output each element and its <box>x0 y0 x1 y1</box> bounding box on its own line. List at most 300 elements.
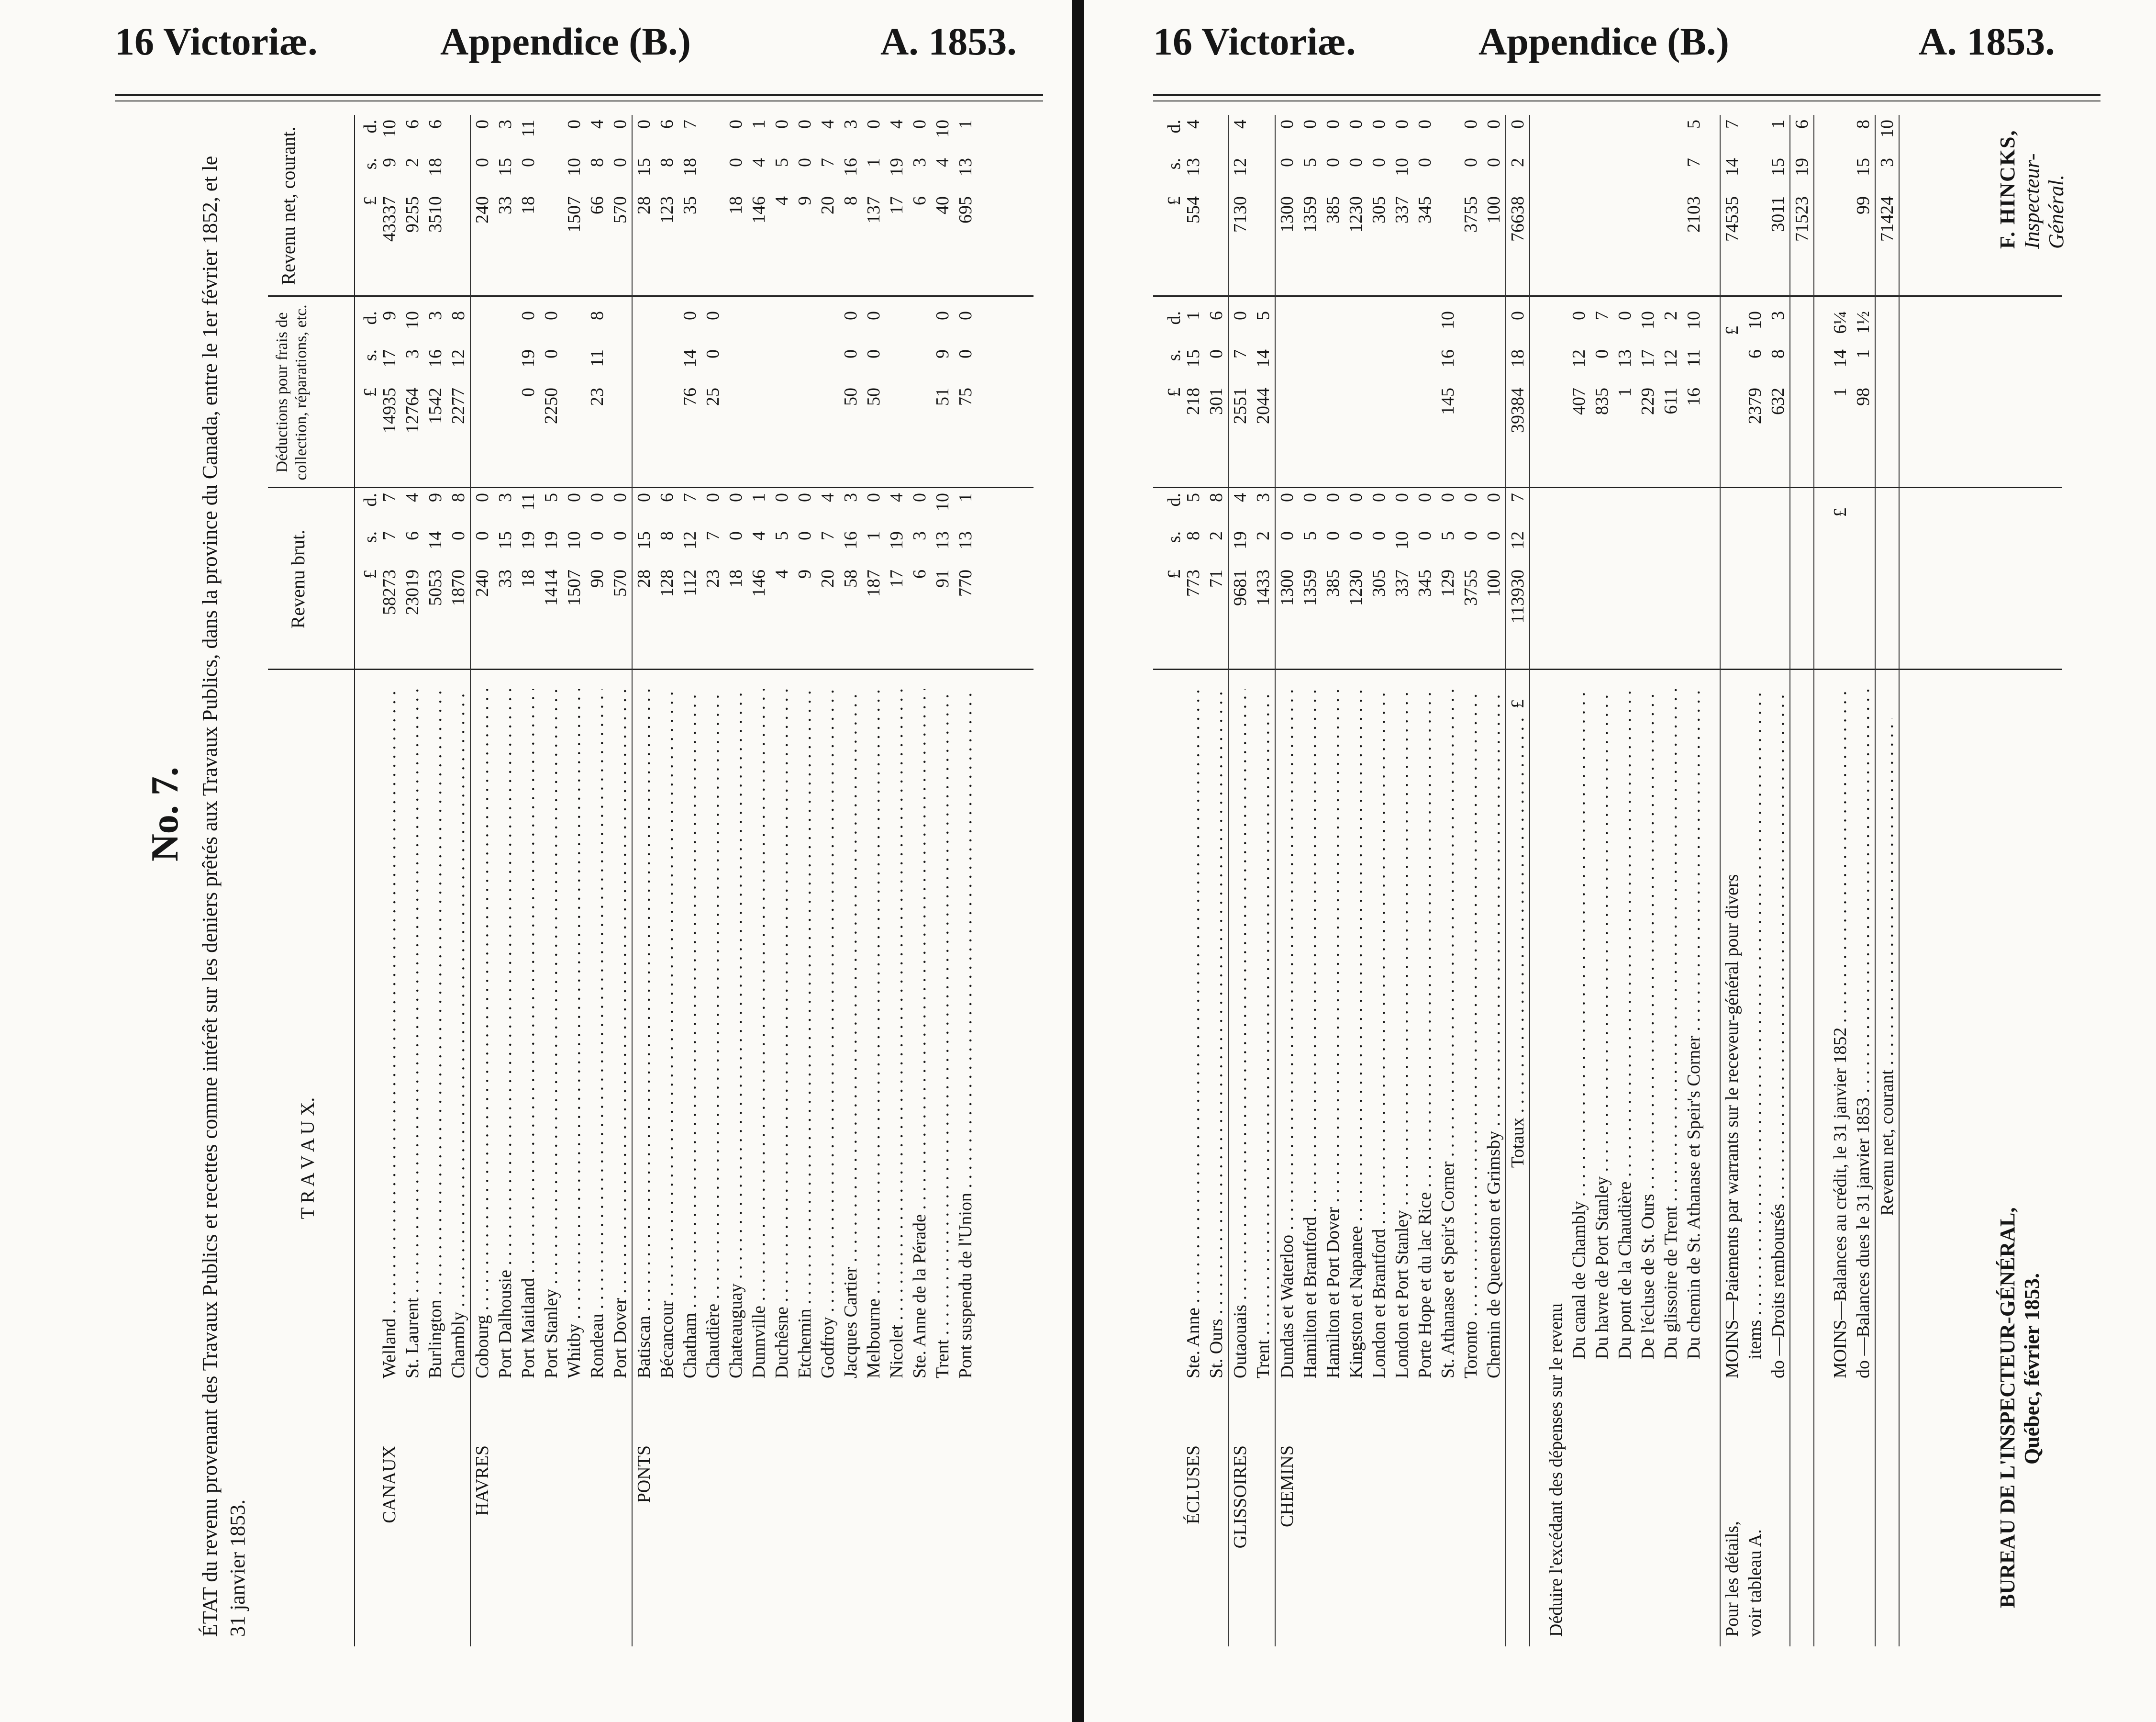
net-d: 0 <box>795 120 815 129</box>
net-d: 0 <box>472 120 492 129</box>
net-l: 337 <box>1392 196 1412 224</box>
after-l: 71523 <box>1792 196 1812 242</box>
brut-s: 6 <box>402 531 422 540</box>
net-l: 305 <box>1369 196 1389 224</box>
year: A. 1853. <box>1919 20 2055 63</box>
net-l: 1230 <box>1346 196 1366 233</box>
table-row <box>1345 115 1367 1646</box>
details-row-1 <box>1721 115 1744 1646</box>
table-row <box>424 115 447 1646</box>
brut-s: 1 <box>864 531 884 540</box>
ded-d: 1 <box>1183 311 1203 320</box>
brut-d: 0 <box>1300 493 1320 502</box>
work-name: Dunnville . . . <box>747 689 770 1378</box>
work-name: Rondeau . . . <box>586 689 609 1378</box>
table-row <box>885 115 908 1646</box>
brut-d: 0 <box>1461 493 1481 502</box>
brut-d: 0 <box>1415 493 1435 502</box>
net-d: 4 <box>587 120 607 129</box>
net-l: 123 <box>657 196 677 224</box>
table-row <box>678 115 701 1646</box>
brut-s: 13 <box>956 531 976 549</box>
ded-s: 16 <box>425 349 445 368</box>
net-d: 6 <box>657 120 677 129</box>
v-l: 611 <box>1661 388 1681 414</box>
ded-d: 0 <box>956 311 976 320</box>
appendix: Appendice (B.) <box>1478 20 1729 63</box>
brut-d: 5 <box>541 493 561 502</box>
group-label: GLISSOIRES <box>1230 1445 1250 1549</box>
net-d: 5 <box>1684 120 1704 129</box>
net-d: 0 <box>1300 120 1320 129</box>
units-row: £ s. d. £ s. d. £ s. d. <box>1164 120 1184 579</box>
v1-l: 1 <box>1830 388 1850 397</box>
total-l: 3011 <box>1768 196 1788 232</box>
table-row <box>540 115 563 1646</box>
table-row <box>1252 115 1276 1646</box>
col-deductions: Déductions pour frais de collection, réparations, etc. <box>273 304 310 481</box>
net-s: 18 <box>425 158 445 176</box>
ded-d: 0 <box>680 311 700 320</box>
ded-d: 0 <box>703 311 723 320</box>
total-l: 99 <box>1853 196 1873 214</box>
brut-d: 0 <box>1484 493 1504 502</box>
v1-s: 14 <box>1830 349 1850 368</box>
brut-d: 1 <box>749 493 769 502</box>
ded-l: 50 <box>864 388 884 406</box>
table-row <box>1413 115 1436 1646</box>
ded-l: 2250 <box>541 388 561 424</box>
ded-l: 145 <box>1438 388 1458 415</box>
brut-d: 0 <box>772 493 792 502</box>
ded-d: 10 <box>402 311 422 329</box>
v-d: 10 <box>1877 120 1897 138</box>
net-s: 0 <box>795 158 815 167</box>
net-s: 0 <box>1484 158 1504 167</box>
brut-s: 3 <box>910 531 930 540</box>
brut-d: 3 <box>841 493 861 502</box>
brut-d: 1 <box>956 493 976 502</box>
net-l: 66 <box>587 196 607 214</box>
ded-s: 19 <box>518 349 538 368</box>
net-s: 0 <box>1415 158 1435 167</box>
net-l: 28 <box>634 196 654 214</box>
table-row <box>954 115 977 1646</box>
net-d: 4 <box>818 120 838 129</box>
deduct-title: Déduire l'excédant des dépenses sur le revenu <box>1546 1303 1566 1637</box>
net-d: 0 <box>1415 120 1435 129</box>
net-d: 0 <box>864 120 884 129</box>
balance-row-2 <box>1852 115 1876 1646</box>
net-d: 10 <box>933 120 953 138</box>
brut-d: 4 <box>402 493 422 502</box>
brut-l: 1230 <box>1346 570 1366 606</box>
work-name: Chatham . . . <box>678 689 701 1378</box>
work-name: Porte Hope et du lac Rice . . . <box>1413 689 1436 1378</box>
ded-s: 17 <box>379 349 400 368</box>
ded-l: 23 <box>587 388 607 406</box>
work-name: Toronto . . . <box>1459 689 1482 1378</box>
brut-l: 113930 <box>1508 570 1528 624</box>
deduct-row <box>1636 115 1659 1646</box>
net-s: 8 <box>657 158 677 167</box>
brut-s: 15 <box>495 531 515 549</box>
brut-s: 19 <box>518 531 538 549</box>
ded-d: 9 <box>379 311 400 320</box>
net-d: 0 <box>1461 120 1481 129</box>
v-d: 0 <box>1569 311 1589 320</box>
ded-d: 8 <box>587 311 607 320</box>
net-s: 0 <box>610 158 630 167</box>
net-l: 40 <box>933 196 953 214</box>
ded-d: 0 <box>541 311 561 320</box>
table-row <box>401 115 424 1646</box>
ded-s: 9 <box>933 349 953 358</box>
brut-d: 0 <box>1346 493 1366 502</box>
year: A. 1853. <box>880 20 1017 63</box>
brut-d: 5 <box>1183 493 1203 502</box>
work-name: St. Ours . . . <box>1205 689 1228 1378</box>
net-d: 10 <box>379 120 400 138</box>
net-d: 0 <box>1323 120 1343 129</box>
table-row <box>1322 115 1345 1646</box>
v-l: 407 <box>1569 388 1589 415</box>
work-name: Port Maitland . . . <box>517 689 540 1378</box>
net-s: 0 <box>1369 158 1389 167</box>
table-row <box>1459 115 1482 1646</box>
brut-d: 0 <box>587 493 607 502</box>
group-label: CANAUX <box>379 1445 400 1523</box>
balance-row-1 <box>1829 115 1852 1646</box>
brut-s: 0 <box>726 531 746 540</box>
table-row <box>931 115 954 1646</box>
net-l: 3510 <box>425 196 445 233</box>
net-d: 4 <box>1183 120 1203 129</box>
brut-d: 7 <box>680 493 700 502</box>
net-s: 4 <box>933 158 953 167</box>
brut-d: 0 <box>1438 493 1458 502</box>
net-s: 8 <box>587 158 607 167</box>
brut-s: 5 <box>1300 531 1320 540</box>
brut-l: 91 <box>933 570 953 588</box>
net-s: 13 <box>1183 158 1203 176</box>
brut-l: 58 <box>841 570 861 588</box>
table-row <box>1367 115 1390 1646</box>
brut-s: 8 <box>1183 531 1203 540</box>
ded-s: 14 <box>1253 349 1273 368</box>
v2-l: 632 <box>1768 388 1788 415</box>
v-s: 12 <box>1569 349 1589 368</box>
work-name: Bécancour . . . <box>656 689 678 1378</box>
net-s: 10 <box>1392 158 1412 176</box>
table-row <box>471 115 494 1646</box>
ded-s: 0 <box>841 349 861 358</box>
book-gutter <box>1072 0 1084 1722</box>
net-l: 9255 <box>402 196 422 233</box>
table-row <box>1229 115 1252 1646</box>
v-s: 11 <box>1684 349 1704 367</box>
brut-s: 10 <box>564 531 584 549</box>
right-rows <box>1163 115 1900 1646</box>
brut-l: 112 <box>680 570 700 596</box>
work-name: Port Dover . . . <box>609 689 632 1378</box>
brut-l: 9 <box>795 570 815 579</box>
ded-s: 11 <box>587 349 607 367</box>
total-s: 15 <box>1853 158 1873 176</box>
details-row-3 <box>1767 115 1790 1646</box>
subtotal-d: 7 <box>1722 120 1742 129</box>
v-l: 1 <box>1615 388 1635 397</box>
net-d: 6 <box>425 120 445 129</box>
brut-l: 18 <box>518 570 538 588</box>
brut-s: 16 <box>841 531 861 549</box>
revenue-table-left <box>268 115 1034 1646</box>
net-l: 7130 <box>1230 196 1250 233</box>
work-name: Trent . . . <box>931 689 954 1378</box>
brut-l: 129 <box>1438 570 1458 597</box>
table-row <box>656 115 678 1646</box>
table-row <box>1205 115 1229 1646</box>
v-d: 0 <box>1615 311 1635 320</box>
net-l: 554 <box>1183 196 1203 224</box>
brut-s: 12 <box>680 531 700 549</box>
ded-l: 76 <box>680 388 700 406</box>
brut-s: 13 <box>933 531 953 549</box>
work-name: Kingston et Napanee . . . <box>1345 689 1367 1378</box>
brut-l: 9681 <box>1230 570 1250 606</box>
net-l: 6 <box>910 196 930 205</box>
brut-d: 4 <box>1230 493 1250 502</box>
brut-s: 0 <box>1461 531 1481 540</box>
brut-s: 5 <box>772 531 792 540</box>
net-s: 9 <box>379 158 400 167</box>
net-d: 0 <box>1484 120 1504 129</box>
net-l: 18 <box>726 196 746 214</box>
brut-d: 3 <box>1253 493 1273 502</box>
sum-symbol: £ <box>1722 326 1742 335</box>
deduct-row <box>1682 115 1705 1646</box>
ded-d: 0 <box>518 311 538 320</box>
table-row <box>770 115 793 1646</box>
v1-d: 10 <box>1745 311 1765 329</box>
ded-s: 7 <box>1230 349 1250 358</box>
v-l: 16 <box>1684 388 1704 406</box>
signature-role: Inspecteur-Général. <box>2020 153 2068 249</box>
net-d: 0 <box>634 120 654 129</box>
details-row-2 <box>1744 115 1767 1646</box>
brut-l: 128 <box>657 570 677 597</box>
v-s: 13 <box>1615 349 1635 368</box>
v2-l: 98 <box>1853 388 1873 406</box>
net-l: 1300 <box>1277 196 1297 233</box>
brut-d: 8 <box>448 493 468 502</box>
table-row <box>862 115 885 1646</box>
net-l: 43337 <box>379 196 400 242</box>
table-row <box>447 115 471 1646</box>
balance-symbol: £ <box>1830 508 1850 517</box>
net-s: 16 <box>841 158 861 176</box>
work-name: Outaouais . . . <box>1229 689 1252 1378</box>
brut-l: 6 <box>910 570 930 579</box>
net-s: 10 <box>564 158 584 176</box>
signature-name: F. HINCKS, <box>1996 129 2019 249</box>
doc-number: No. 7. <box>144 767 186 861</box>
brut-l: 1870 <box>448 570 468 606</box>
net-l: 3755 <box>1461 196 1481 233</box>
table-row <box>1276 115 1299 1646</box>
brut-d: 0 <box>1323 493 1343 502</box>
ded-d: 8 <box>448 311 468 320</box>
details-label-b: voir tableau A. <box>1745 1529 1765 1637</box>
table-row <box>793 115 816 1646</box>
table-title: ÉTAT du revenu provenant des Travaux Publics et recettes comme intérêt sur les deniers prêtés aux Travaux Publics, dans la province du Canada, entre le 1er février 1852, et le 31 janvier 1853. <box>198 156 249 1637</box>
net-d: 0 <box>610 120 630 129</box>
ded-s: 15 <box>1183 349 1203 368</box>
work-name: Ste. Anne de la Pérade . . . <box>908 689 931 1378</box>
deduct-title-row <box>1545 115 1567 1646</box>
deduct-row <box>1613 115 1636 1646</box>
net-d: 6 <box>402 120 422 129</box>
net-l: 240 <box>472 196 492 224</box>
ded-d: 10 <box>1438 311 1458 329</box>
brut-d: 7 <box>1508 493 1528 502</box>
brut-s: 0 <box>795 531 815 540</box>
net-l: 137 <box>864 196 884 224</box>
net-s: 4 <box>749 158 769 167</box>
brut-l: 570 <box>610 570 630 597</box>
ded-s: 0 <box>864 349 884 358</box>
ded-d: 0 <box>933 311 953 320</box>
units-row: £ s. d. £ s. d. £ s. d. <box>360 120 380 579</box>
brut-l: 1300 <box>1277 570 1297 606</box>
brut-l: 3755 <box>1461 570 1481 606</box>
v-d: 10 <box>1638 311 1658 329</box>
brut-s: 0 <box>1277 531 1297 540</box>
brut-d: 11 <box>518 493 538 511</box>
v1-l: 2379 <box>1745 388 1765 424</box>
net-d: 4 <box>1230 120 1250 129</box>
ded-l: 218 <box>1183 388 1203 415</box>
v1-d: 6¼ <box>1830 311 1850 334</box>
table-row <box>1299 115 1322 1646</box>
brut-s: 4 <box>749 531 769 540</box>
total-s: 15 <box>1768 158 1788 176</box>
hdr-bottom-rule <box>354 115 355 1646</box>
ded-l: 1542 <box>425 388 445 424</box>
left-page <box>0 0 1062 1722</box>
brut-d: 10 <box>933 493 953 511</box>
ded-l: 51 <box>933 388 953 406</box>
v2-d: 1½ <box>1853 311 1873 334</box>
subtotal-s: 14 <box>1722 158 1742 176</box>
ded-l: 12764 <box>402 388 422 433</box>
net-l: 4 <box>772 196 792 205</box>
work-name: London et Brantford . . . <box>1367 689 1390 1378</box>
ded-d: 6 <box>1206 311 1226 320</box>
net-s: 0 <box>726 158 746 167</box>
net-s: 2 <box>402 158 422 167</box>
v-d: 10 <box>1684 311 1704 329</box>
deduct-row <box>1590 115 1613 1646</box>
brut-l: 337 <box>1392 570 1412 597</box>
ded-l: 14935 <box>379 388 400 433</box>
balance-1: MOINS—Balances au crédit, le 31 janvier 1852 . . . <box>1829 689 1852 1378</box>
brut-l: 58273 <box>379 570 400 615</box>
ded-s: 18 <box>1508 349 1528 368</box>
brut-l: 20 <box>818 570 838 588</box>
ded-l: 0 <box>518 388 538 397</box>
net-d: 0 <box>1508 120 1528 129</box>
brut-l: 17 <box>887 570 907 588</box>
brut-l: 770 <box>956 570 976 597</box>
net-s: 2 <box>1508 158 1528 167</box>
net-l: 9 <box>795 196 815 205</box>
brut-s: 7 <box>703 531 723 540</box>
ded-l: 2277 <box>448 388 468 424</box>
brut-l: 4 <box>772 570 792 579</box>
table-row <box>609 115 633 1646</box>
ded-d: 5 <box>1253 311 1273 320</box>
net-s: 0 <box>472 158 492 167</box>
brut-l: 146 <box>749 570 769 597</box>
table-row <box>816 115 839 1646</box>
work-name: Jacques Cartier . . . <box>839 689 862 1378</box>
net-l: 695 <box>956 196 976 224</box>
session: 16 Victoriæ. <box>115 20 318 63</box>
net-d: 0 <box>1369 120 1389 129</box>
ded-d: 0 <box>864 311 884 320</box>
brut-s: 19 <box>887 531 907 549</box>
v-d: 2 <box>1661 311 1681 320</box>
deduct-row <box>1659 115 1682 1646</box>
ded-l: 50 <box>841 388 861 406</box>
brut-l: 1507 <box>564 570 584 606</box>
brut-l: 28 <box>634 570 654 588</box>
brut-d: 6 <box>657 493 677 502</box>
net-s: 0 <box>518 158 538 167</box>
brut-s: 15 <box>634 531 654 549</box>
net-d: 11 <box>518 120 538 137</box>
net-l: 20 <box>818 196 838 214</box>
table-row <box>586 115 609 1646</box>
header-rule <box>1153 94 2100 96</box>
deduct-label: Du pont de la Chaudière . . . <box>1613 689 1636 1359</box>
brut-l: 385 <box>1323 570 1343 597</box>
v-l: 835 <box>1592 388 1612 415</box>
brut-l: 5053 <box>425 570 445 606</box>
brut-d: 3 <box>495 493 515 502</box>
net-l: 1359 <box>1300 196 1320 233</box>
brut-s: 14 <box>425 531 445 549</box>
brut-s: 7 <box>379 531 400 540</box>
net-s: 3 <box>910 158 930 167</box>
brut-d: 0 <box>1277 493 1297 502</box>
net-s: 15 <box>495 158 515 176</box>
work-name: Cobourg . . . <box>471 689 494 1378</box>
ded-d: 0 <box>841 311 861 320</box>
left-rotated-block <box>144 105 1043 1646</box>
v2-s: 8 <box>1768 349 1788 358</box>
brut-l: 100 <box>1484 570 1504 597</box>
group-label: PONTS <box>634 1445 654 1503</box>
net-d: 7 <box>680 120 700 129</box>
work-name: Trent . . . <box>1252 689 1275 1378</box>
ded-s: 0 <box>541 349 561 358</box>
v-s: 3 <box>1877 158 1897 167</box>
brut-s: 0 <box>1323 531 1343 540</box>
brut-d: 0 <box>703 493 723 502</box>
net-d: 0 <box>1346 120 1366 129</box>
